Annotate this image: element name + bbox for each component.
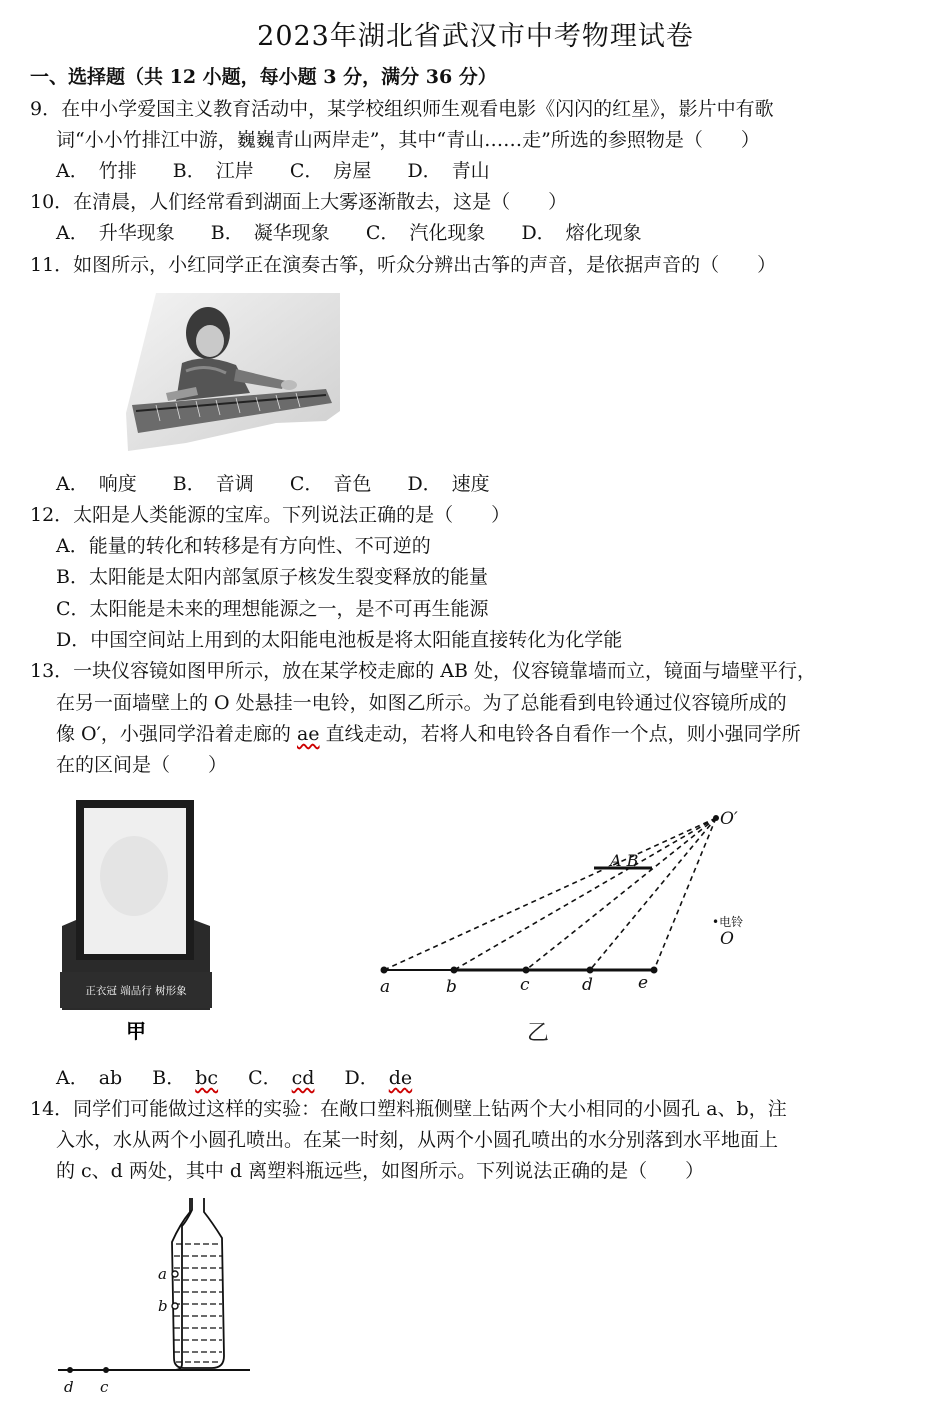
q13-option-c[interactable]: C． cd [248, 1067, 315, 1089]
label-a: a [380, 977, 391, 997]
q10-option-c[interactable]: C． 汽化现象 [365, 222, 486, 244]
fig-jia-caption: 甲 [126, 1019, 146, 1043]
q11-option-c[interactable]: C． 音色 [289, 473, 372, 495]
q12-option-a[interactable]: A．能量的转化和转移是有方向性、不可逆的 [56, 535, 431, 557]
reflection-rays [384, 818, 716, 970]
q11-text: 11．如图所示，小红同学正在演奏古筝，听众分辨出古筝的声音，是依据声音的（ ） [30, 254, 777, 276]
q11-option-b[interactable]: B． 音调 [172, 473, 254, 495]
q14-text-line2: 入水，水从两个小圆孔喷出。在某一时刻，从两个小圆孔喷出的水分别落到水平地面上 [56, 1129, 779, 1151]
section-heading: 一、选择题（共 12 小题，每小题 3 分，满分 36 分） [30, 66, 497, 88]
label-bell: •电铃 [712, 915, 744, 929]
bottle-figure [54, 1196, 264, 1400]
q12-text: 12．太阳是人类能源的宝库。下列说法正确的是（ ） [30, 504, 511, 526]
q11-option-d[interactable]: D． 速度 [407, 473, 490, 495]
q10-option-b[interactable]: B． 凝华现象 [210, 222, 330, 244]
label-o-prime: O′ [720, 809, 738, 829]
ground-label-c: c [100, 1378, 109, 1396]
q11-option-a[interactable]: A． 响度 [56, 473, 137, 495]
label-c: c [520, 975, 530, 995]
mirror-base-slogan: 正衣冠 端品行 树形象 [85, 985, 187, 997]
label-o: O [720, 929, 734, 949]
mirror-geometry-figure-yi [370, 796, 780, 1048]
q14-text-line1: 14．同学们可能做过这样的实验：在敞口塑料瓶侧壁上钻两个大小相同的小圆孔 a、b，注 [30, 1098, 787, 1120]
q13-text-line1: 13．一块仪容镜如图甲所示，放在某学校走廊的 AB 处，仪容镜靠墙而立，镜面与墙壁平行， [30, 660, 816, 682]
q10-option-d[interactable]: D． 熔化现象 [521, 222, 642, 244]
fig-yi-caption: 乙 [526, 1021, 550, 1046]
label-d: d [582, 975, 593, 995]
q9-text-line1: 9．在中小学爱国主义教育活动中，某学校组织师生观看电影《闪闪的红星》，影片中有歌 [30, 98, 774, 120]
q12-option-c[interactable]: C．太阳能是未来的理想能源之一，是不可再生能源 [56, 598, 489, 620]
label-b: b [446, 977, 457, 997]
bottle-outline [172, 1198, 224, 1368]
hole-a [172, 1271, 178, 1277]
label-ab: A B [610, 851, 639, 870]
q9-option-a[interactable]: A． 竹排 [56, 160, 137, 182]
q13-options [56, 1065, 436, 1091]
guzheng-player-photo [126, 293, 340, 451]
q13-option-b[interactable]: B． bc [152, 1067, 219, 1089]
bottle-label-b: b [158, 1297, 168, 1315]
q10-text: 10．在清晨，人们经常看到湖面上大雾逐渐散去，这是（ ） [30, 191, 568, 213]
q10-option-a[interactable]: A． 升华现象 [56, 222, 175, 244]
q13-text-line4: 在的区间是（ ） [56, 754, 228, 776]
q9-option-d[interactable]: D． 青山 [407, 160, 490, 182]
ground-label-d: d [64, 1378, 74, 1396]
q13-option-d[interactable]: D． de [344, 1067, 413, 1089]
q12-option-b[interactable]: B．太阳能是太阳内部氢原子核发生裂变释放的能量 [56, 566, 488, 588]
q14-text-line3: 的 c、d 两处，其中 d 离塑料瓶远些，如图所示。下列说法正确的是（ ） [56, 1160, 705, 1182]
label-e: e [638, 973, 649, 993]
q9-option-c[interactable]: C． 房屋 [289, 160, 372, 182]
q13-text-line2: 在另一面墙壁上的 O 处悬挂一电铃，如图乙所示。为了总能看到电铃通过仪容镜所成的 [56, 692, 787, 714]
bottle-label-a: a [158, 1265, 167, 1283]
q9-text-line2: 词“小小竹排江中游，巍巍青山两岸走”，其中“青山……走”所选的参照物是（ ） [56, 129, 760, 151]
hole-b [172, 1303, 178, 1309]
q13-option-a[interactable]: A． ab [56, 1067, 123, 1089]
q12-option-d[interactable]: D．中国空间站上用到的太阳能电池板是将太阳能直接转化为化学能 [56, 629, 623, 651]
mirror-figure-jia [56, 796, 222, 1044]
q11-options [56, 471, 520, 497]
q13-text-line3: 像 O′，小强同学沿着走廊的 ae 直线走动，若将人和电铃各自看作一个点，则小强同学所 [56, 723, 801, 745]
q9-options [56, 158, 520, 184]
q9-option-b[interactable]: B． 江岸 [172, 160, 254, 182]
page-title: 2023年湖北省武汉市中考物理试卷 [257, 21, 694, 52]
q10-options [56, 220, 672, 246]
